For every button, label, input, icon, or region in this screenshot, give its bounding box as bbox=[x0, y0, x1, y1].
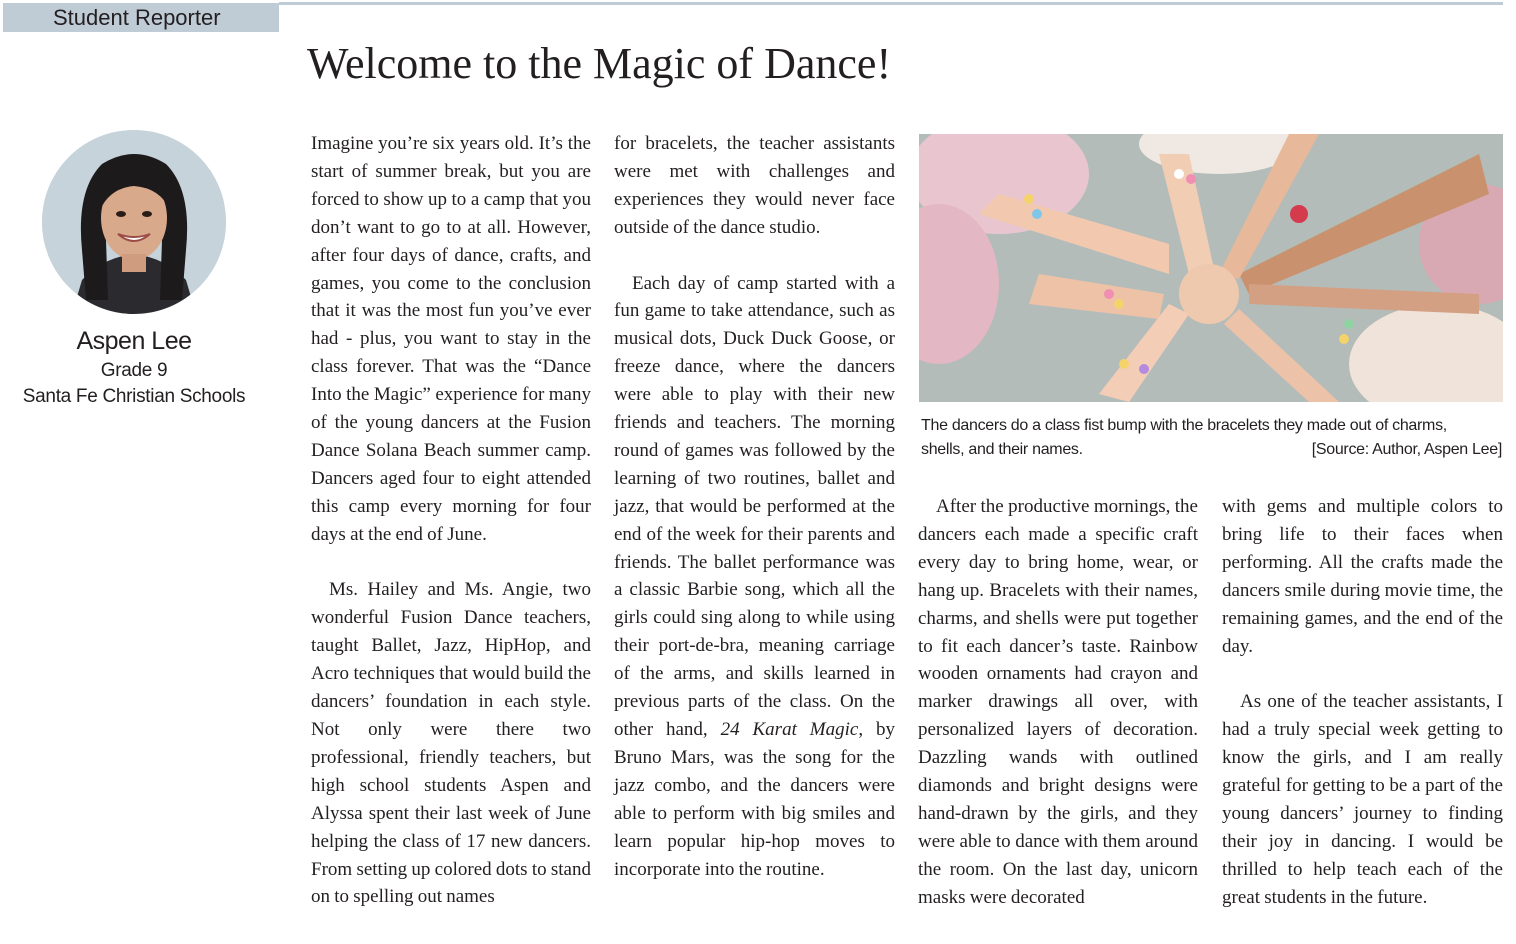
paragraph-text: , by Bruno Mars, was the song for the jazz combo, and the dancers were able to perform with big smiles and learn popular hip-hop moves to incorporate into the routine. bbox=[614, 719, 896, 880]
author-byline bbox=[0, 324, 268, 410]
song-title: 24 Karat Magic bbox=[720, 719, 859, 741]
paragraph: Ms. Hailey and Ms. Angie, two wonderful Fusion Dance teachers, taught Ballet, Jazz, HipHop, and Acro techniques that would build the dancers’ foundation in each style. Not only were there two professional, friendly teachers, but high school students Aspen and Alyssa spent their last week of June helping the class of 17 new dancers. From setting up colored dots to stand on to spelling out names bbox=[311, 579, 591, 908]
photo-credit: [Source: Author, Aspen Lee] bbox=[1311, 441, 1502, 458]
header-rule bbox=[279, 2, 1503, 5]
author-photo bbox=[42, 130, 226, 314]
paragraph: Imagine you’re six years old. It’s the start of summer break, but you are forced to show up to a camp that you don’t want to go to at all. However, after four days of dance, crafts, and games, you come to the conclusion that it was the most fun you’ve ever had - plus, you want to stay in the class forever. That was the “Dance Into the Magic” experience for many of the young dancers at the Fusion Dance Solana Beach summer camp. Dancers aged four to eight attended this camp every morning for four days at the end of June. bbox=[311, 133, 591, 545]
paragraph-continued: for bracelets, the teacher assistants were met with challenges and experiences they would never face outside of the dance studio. bbox=[614, 133, 895, 238]
paragraph-text: Each day of camp started with a fun game to take attendance, such as musical dots, Duck Duck Goose, or freeze dance, where the dancers were able to play with their new friends and teachers. The morning round of games was followed by the learning of two routines, ballet and jazz, that would be performed at the end of the week for their parents and friends. The ballet performance was a classic Barbie song, which all the girls could sing along to while using their port-de-bra, meaning carriage of the arms, and skills learned in previous parts of the class. On the other hand, bbox=[614, 272, 895, 741]
article-photo bbox=[919, 134, 1503, 402]
paragraph bbox=[614, 270, 895, 884]
author-name: Aspen Lee bbox=[76, 327, 192, 355]
section-label: Student Reporter bbox=[3, 3, 279, 32]
paragraph: As one of the teacher assistants, I had a truly special week getting to know the girls, and I am really grateful for getting to be a part of the young dancers’ journey to finding their joy in dancing. I would be thrilled to help teach each of the great students in the future. bbox=[1222, 691, 1503, 908]
article-column-4 bbox=[1222, 493, 1503, 912]
article-column-2 bbox=[614, 130, 895, 883]
article-column-3 bbox=[918, 493, 1198, 912]
author-school: Santa Fe Christian Schools bbox=[22, 386, 246, 407]
article-title: Welcome to the Magic of Dance! bbox=[307, 39, 892, 88]
author-grade: Grade 9 bbox=[100, 360, 168, 381]
paragraph-continued: with gems and multiple colors to bring life to their faces when performing. All the crafts made the dancers smile during movie time, the remaining games, and the end of the day. bbox=[1222, 496, 1503, 657]
caption-line: The dancers do a class fist bump with the bracelets they made out of charms, bbox=[921, 417, 1447, 434]
caption-line: shells, and their names. bbox=[921, 441, 1083, 458]
paragraph: After the productive mornings, the dancers each made a specific craft every day to bring home, wear, or hang up. Bracelets with their names, charms, and shells were put together to fit each dancer’s taste. Rainbow wooden ornaments had crayon and marker drawings all over, with personalized layers of decoration. Dazzling wands with outlined diamonds and bright designs were hand-drawn by the girls, and they were able to dance with them around the room. On the last day, unicorn masks were decorated bbox=[918, 496, 1198, 908]
photo-caption bbox=[921, 414, 1502, 462]
article-column-1 bbox=[311, 130, 591, 911]
